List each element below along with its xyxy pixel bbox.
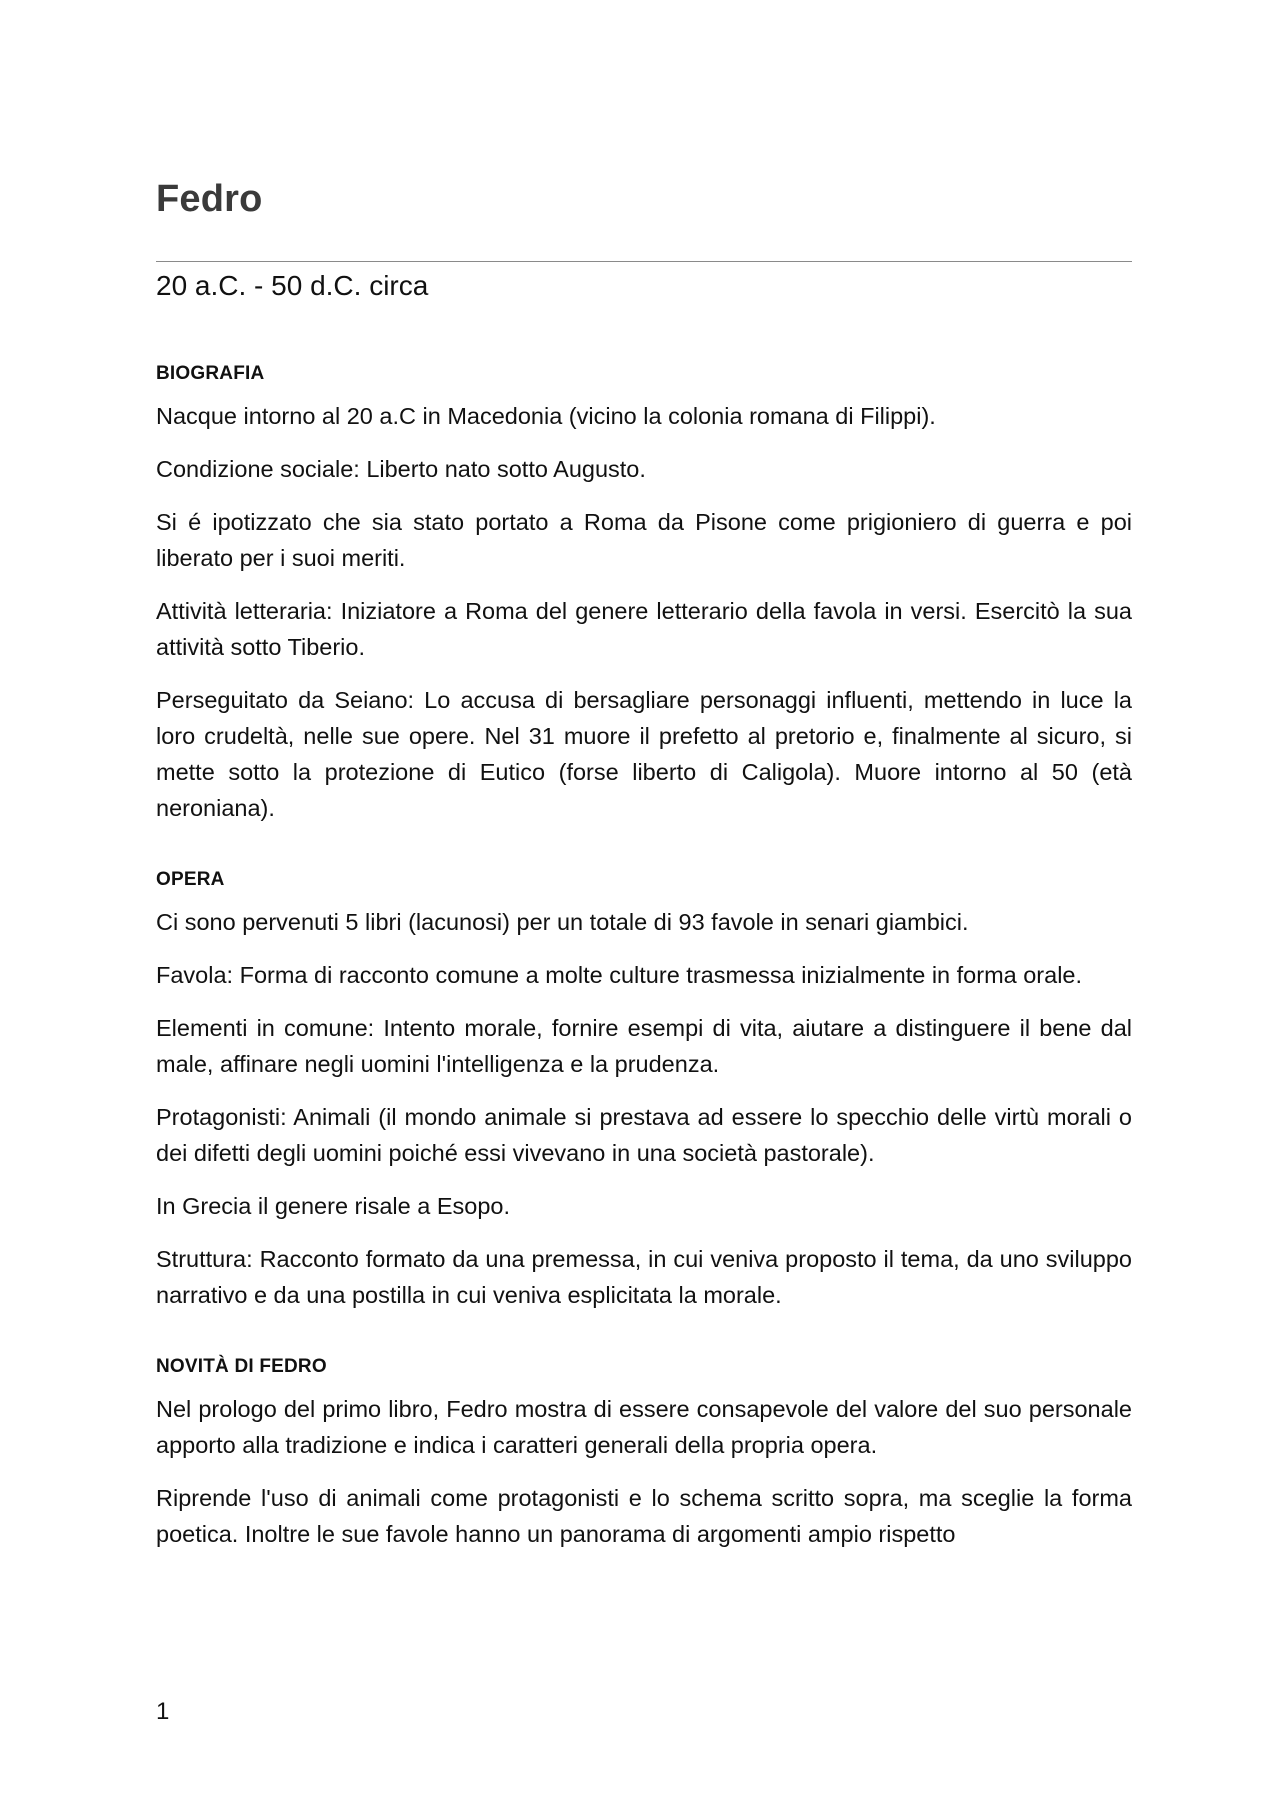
section-heading: BIOGRAFIA [156, 363, 265, 384]
paragraph: Si é ipotizzato che sia stato portato a Roma da Pisone come prigioniero di guerra e poi liberato per i suoi meriti. [156, 509, 1132, 571]
paragraph: Perseguitato da Seiano: Lo accusa di bersagliare personaggi influenti, mettendo in luce la loro crudeltà, nelle sue opere. Nel 31 muore il prefetto al pretorio e, finalmente al sicuro, si mette sotto la protezione di Eutico (forse liberto di Caligola). Muore intorno al 50 (età neroniana). [156, 687, 1132, 821]
section-biografia [156, 360, 1132, 826]
paragraph: Struttura: Racconto formato da una premessa, in cui veniva proposto il tema, da uno sviluppo narrativo e da una postilla in cui veniva esplicitata la morale. [156, 1246, 1132, 1308]
title-divider [156, 261, 1132, 262]
section-novita [156, 1353, 1132, 1552]
lifespan-subtitle: 20 a.C. - 50 d.C. circa [156, 270, 429, 301]
body-text [156, 360, 1132, 1569]
section-opera [156, 866, 1132, 1313]
page-title: Fedro [156, 178, 263, 220]
page-number: 1 [156, 1698, 170, 1725]
paragraph: Condizione sociale: Liberto nato sotto Augusto. [156, 456, 646, 482]
paragraph: Ci sono pervenuti 5 libri (lacunosi) per un totale di 93 favole in senari giambici. [156, 909, 969, 935]
section-heading: OPERA [156, 869, 225, 890]
paragraph: Protagonisti: Animali (il mondo animale si prestava ad essere lo specchio delle virtù morali o dei difetti degli uomini poiché essi vivevano in una società pastorale). [156, 1104, 1132, 1166]
paragraph: Elementi in comune: Intento morale, fornire esempi di vita, aiutare a distinguere il bene dal male, affinare negli uomini l'intelligenza e la prudenza. [156, 1015, 1132, 1077]
section-heading: NOVITÀ DI FEDRO [156, 1356, 327, 1377]
paragraph: Nacque intorno al 20 a.C in Macedonia (vicino la colonia romana di Filippi). [156, 403, 936, 429]
paragraph: Attività letteraria: Iniziatore a Roma del genere letterario della favola in versi. Esercitò la sua attività sotto Tiberio. [156, 598, 1132, 660]
paragraph: Favola: Forma di racconto comune a molte culture trasmessa inizialmente in forma orale. [156, 962, 1083, 988]
paragraph: In Grecia il genere risale a Esopo. [156, 1193, 510, 1219]
paragraph: Nel prologo del primo libro, Fedro mostra di essere consapevole del valore del suo personale apporto alla tradizione e indica i caratteri generali della propria opera. [156, 1396, 1132, 1458]
paragraph: Riprende l'uso di animali come protagonisti e lo schema scritto sopra, ma sceglie la forma poetica. Inoltre le sue favole hanno un panorama di argomenti ampio rispetto [156, 1485, 1132, 1547]
